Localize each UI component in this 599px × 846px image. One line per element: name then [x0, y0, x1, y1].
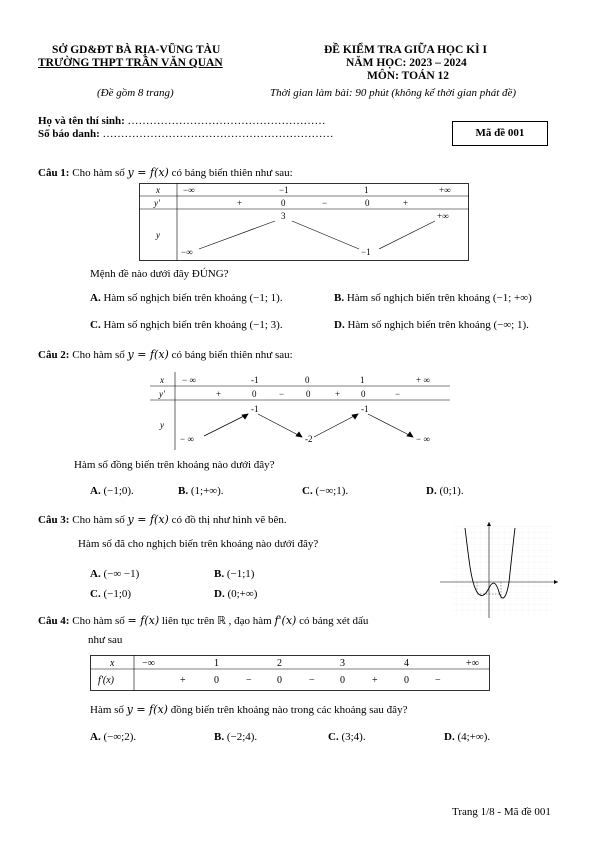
q4-x-neginf: −∞	[142, 658, 155, 669]
q2-option-d[interactable]	[426, 485, 464, 497]
q2-x-1: 1	[360, 375, 365, 385]
q2-option-c-key: C.	[302, 485, 313, 497]
q3-option-d[interactable]	[214, 588, 257, 600]
q3-graph-grid	[452, 526, 552, 616]
q2-y-min: -2	[305, 434, 313, 444]
q1-x-posinf: +∞	[439, 185, 451, 195]
q1-x-m1: −1	[279, 185, 289, 195]
q1-option-c[interactable]	[90, 319, 283, 331]
q4-option-a-key: A.	[90, 731, 101, 743]
q1-option-d-text: Hàm số nghịch biến trên khoảng (−∞; 1).	[347, 319, 529, 331]
q2-zero-3: 0	[361, 389, 366, 399]
q2-zero-2: 0	[306, 389, 311, 399]
q4-option-b-key: B.	[214, 731, 225, 743]
q3-label: Câu 3:	[38, 514, 70, 526]
q3-text2: có đồ thị như hình vẽ bên.	[171, 514, 287, 526]
q1-arrow-down	[292, 221, 359, 249]
candidate-name-dots: ………………………………………………	[127, 115, 326, 127]
q4-option-d-text: (4;+∞).	[457, 731, 491, 743]
q4-option-d-key: D.	[444, 731, 455, 743]
q1-text: Cho hàm số	[72, 167, 125, 179]
q4-option-d[interactable]	[444, 731, 490, 743]
q4-option-c[interactable]	[328, 731, 366, 743]
q4-sign-3: −	[309, 675, 315, 686]
q1-prompt: Mệnh đề nào dưới đây ĐÚNG?	[90, 268, 229, 280]
q1-sign-1: +	[237, 198, 243, 208]
q2-yp-label: y'	[159, 389, 165, 399]
exam-code-box: Mã đề 001	[452, 121, 548, 146]
q1-x-label: x	[156, 185, 160, 195]
q1-zero-2: 0	[365, 198, 370, 208]
q4-zero-3: 0	[340, 675, 345, 686]
q2-option-c-text: (−∞;1).	[315, 485, 349, 497]
candidate-id-dots: ………………………………………………………	[102, 128, 334, 140]
q1-option-a-text: Hàm số nghịch biến trên khoảng (−1; 1).	[103, 292, 283, 304]
q2-arrow-3	[314, 414, 358, 437]
q2-arrowhead-1	[242, 414, 248, 419]
q1-zero-1: 0	[281, 198, 286, 208]
q3-prompt: Hàm số đã cho nghịch biến trên khoảng nào dưới đây?	[78, 538, 319, 550]
q4-x-4: 4	[404, 658, 409, 669]
q1-option-b-text: Hàm số nghịch biến trên khoảng (−1; +∞)	[346, 292, 532, 304]
q3-option-a-key: A.	[90, 568, 101, 580]
q4-sign-4: +	[372, 675, 378, 686]
q4-option-a[interactable]	[90, 731, 136, 743]
q2-y-neginf-2: − ∞	[416, 434, 430, 444]
q1-option-c-key: C.	[90, 319, 101, 331]
q4-zero-4: 0	[404, 675, 409, 686]
q1-sign-3: +	[403, 198, 409, 208]
q1-option-c-text: Hàm số nghịch biến trên khoảng (−1; 3).	[103, 319, 283, 331]
q2-sign-2: −	[279, 389, 285, 399]
q1-label: Câu 1:	[38, 167, 70, 179]
q3-func: y = f(x)	[127, 513, 169, 526]
q3-stem	[38, 513, 287, 526]
q4-x-1: 1	[214, 658, 219, 669]
q2-y-max-2: -1	[361, 404, 369, 414]
q4-func: = f(x)	[127, 614, 160, 627]
q1-option-b[interactable]	[334, 292, 532, 304]
subject: MÔN: TOÁN 12	[367, 70, 449, 82]
q1-arrow-up-2	[379, 221, 435, 249]
q2-option-d-text: (0;1).	[439, 485, 464, 497]
q1-option-a[interactable]	[90, 292, 283, 304]
q2-option-c[interactable]	[302, 485, 348, 497]
q2-sign-3: +	[335, 389, 341, 399]
q2-option-a-text: (−1;0).	[103, 485, 134, 497]
q2-zero-1: 0	[252, 389, 257, 399]
q2-sign-4: −	[395, 389, 401, 399]
candidate-id-line	[38, 128, 334, 140]
q2-y-label: y	[160, 420, 164, 430]
q3-option-a[interactable]	[90, 568, 139, 580]
q4-text4: như sau	[88, 634, 123, 646]
q3-option-a-text: (−∞ −1)	[103, 568, 140, 580]
q2-text: Cho hàm số	[72, 349, 125, 361]
exam-time: Thời gian làm bài: 90 phút (không kể thời gian phát đề)	[270, 87, 517, 99]
q4-option-b[interactable]	[214, 731, 257, 743]
q1-option-b-key: B.	[334, 292, 345, 304]
q2-option-a[interactable]	[90, 485, 134, 497]
q1-option-d-key: D.	[334, 319, 345, 331]
q3-option-b-text: (−1;1)	[226, 568, 255, 580]
q1-y-neginf: −∞	[181, 247, 193, 257]
q1-arrow-up-1	[199, 221, 275, 249]
candidate-name-line	[38, 115, 326, 127]
q4-prompt	[90, 703, 407, 716]
q4-prompt-func: y = f(x)	[126, 703, 168, 716]
q4-x-posinf: +∞	[466, 658, 479, 669]
q1-y-max: 3	[281, 211, 286, 221]
q4-x-3: 3	[340, 658, 345, 669]
q3-y-axis-arrow	[487, 522, 491, 526]
q3-option-d-text: (0;+∞)	[227, 588, 258, 600]
q1-sign-2: −	[322, 198, 328, 208]
q3-option-d-key: D.	[214, 588, 225, 600]
q1-text2: có bảng biến thiên như sau:	[171, 167, 293, 179]
q4-x-2: 2	[277, 658, 282, 669]
q4-text2: liên tục trên ℝ , đạo hàm	[161, 615, 272, 627]
q2-option-b-key: B.	[178, 485, 189, 497]
q4-fp-label: f'(x)	[98, 675, 115, 686]
q2-arrow-1	[204, 414, 248, 436]
exam-title: ĐỀ KIỂM TRA GIỮA HỌC KÌ I	[324, 44, 487, 56]
page-count: (Đề gồm 8 trang)	[97, 87, 174, 99]
q1-y-min: −1	[361, 247, 371, 257]
q2-option-a-key: A.	[90, 485, 101, 497]
q1-x-neginf: −∞	[183, 185, 195, 195]
q1-y-label: y	[156, 230, 160, 240]
q2-prompt: Hàm số đồng biến trên khoảng nào dưới đây?	[74, 459, 275, 471]
q3-option-c[interactable]	[90, 588, 131, 600]
q2-x-0: 0	[305, 375, 310, 385]
q2-y-neginf-1: − ∞	[180, 434, 194, 444]
q2-stem	[38, 348, 293, 361]
q1-yp-label: y'	[154, 198, 160, 208]
q2-arrowhead-3	[352, 414, 358, 419]
q2-option-b[interactable]	[178, 485, 224, 497]
q3-option-c-text: (−1;0)	[103, 588, 132, 600]
q4-sign-table	[90, 655, 490, 691]
q2-label: Câu 2:	[38, 349, 70, 361]
q2-sign-1: +	[216, 389, 222, 399]
q2-text2: có bảng biến thiên như sau:	[171, 349, 293, 361]
dept-name: SỞ GD&ĐT BÀ RỊA-VŨNG TÀU	[52, 44, 221, 56]
q1-stem	[38, 166, 293, 179]
q1-x-1: 1	[364, 185, 369, 195]
q2-arrowhead-2	[296, 432, 302, 437]
q4-sign-5: −	[435, 675, 441, 686]
q4-option-c-text: (3;4).	[341, 731, 366, 743]
q2-x-m1: -1	[251, 375, 259, 385]
q3-option-c-key: C.	[90, 588, 101, 600]
q4-sign-1: +	[180, 675, 186, 686]
q3-text: Cho hàm số	[72, 514, 125, 526]
q4-x-label: x	[110, 658, 115, 669]
q4-deriv: f'(x)	[274, 614, 297, 627]
q2-x-neginf: − ∞	[182, 375, 196, 385]
q4-sign-2: −	[246, 675, 252, 686]
candidate-name-label: Họ và tên thí sinh:	[38, 115, 125, 127]
q1-option-d[interactable]	[334, 319, 529, 331]
q4-zero-2: 0	[277, 675, 282, 686]
q1-variation-table	[139, 183, 469, 261]
q4-option-a-text: (−∞;2).	[103, 731, 137, 743]
q2-variation-table	[150, 372, 450, 450]
q4-text3: có bảng xét dấu	[299, 615, 369, 627]
q2-arrow-2	[258, 414, 302, 437]
q3-option-b[interactable]	[214, 568, 254, 580]
page-footer: Trang 1/8 - Mã đề 001	[452, 806, 551, 818]
q2-arrowhead-4	[407, 432, 413, 437]
q4-text: Cho hàm số	[72, 615, 125, 627]
q2-y-max-1: -1	[251, 404, 259, 414]
q4-option-b-text: (−2;4).	[226, 731, 258, 743]
q4-prompt-b: đồng biến trên khoảng nào trong các khoảng sau đây?	[170, 704, 408, 716]
q4-prompt-a: Hàm số	[90, 704, 124, 716]
q2-x-posinf: + ∞	[416, 375, 430, 385]
q2-func: y = f(x)	[127, 348, 169, 361]
school-year: NĂM HỌC: 2023 – 2024	[346, 57, 467, 69]
q4-option-c-key: C.	[328, 731, 339, 743]
q1-func: y = f(x)	[127, 166, 169, 179]
candidate-id-label: Số báo danh:	[38, 128, 100, 140]
q2-x-label: x	[160, 375, 164, 385]
q2-arrow-4	[368, 414, 413, 437]
q3-function-graph	[438, 520, 560, 620]
q3-option-b-key: B.	[214, 568, 225, 580]
q4-label: Câu 4:	[38, 615, 70, 627]
q1-y-posinf: +∞	[437, 211, 449, 221]
q4-zero-1: 0	[214, 675, 219, 686]
q3-x-axis-arrow	[554, 580, 558, 584]
q2-option-b-text: (1;+∞).	[190, 485, 224, 497]
q4-stem	[38, 614, 368, 627]
school-name: TRƯỜNG THPT TRẦN VĂN QUAN	[38, 57, 223, 69]
q2-option-d-key: D.	[426, 485, 437, 497]
q1-option-a-key: A.	[90, 292, 101, 304]
